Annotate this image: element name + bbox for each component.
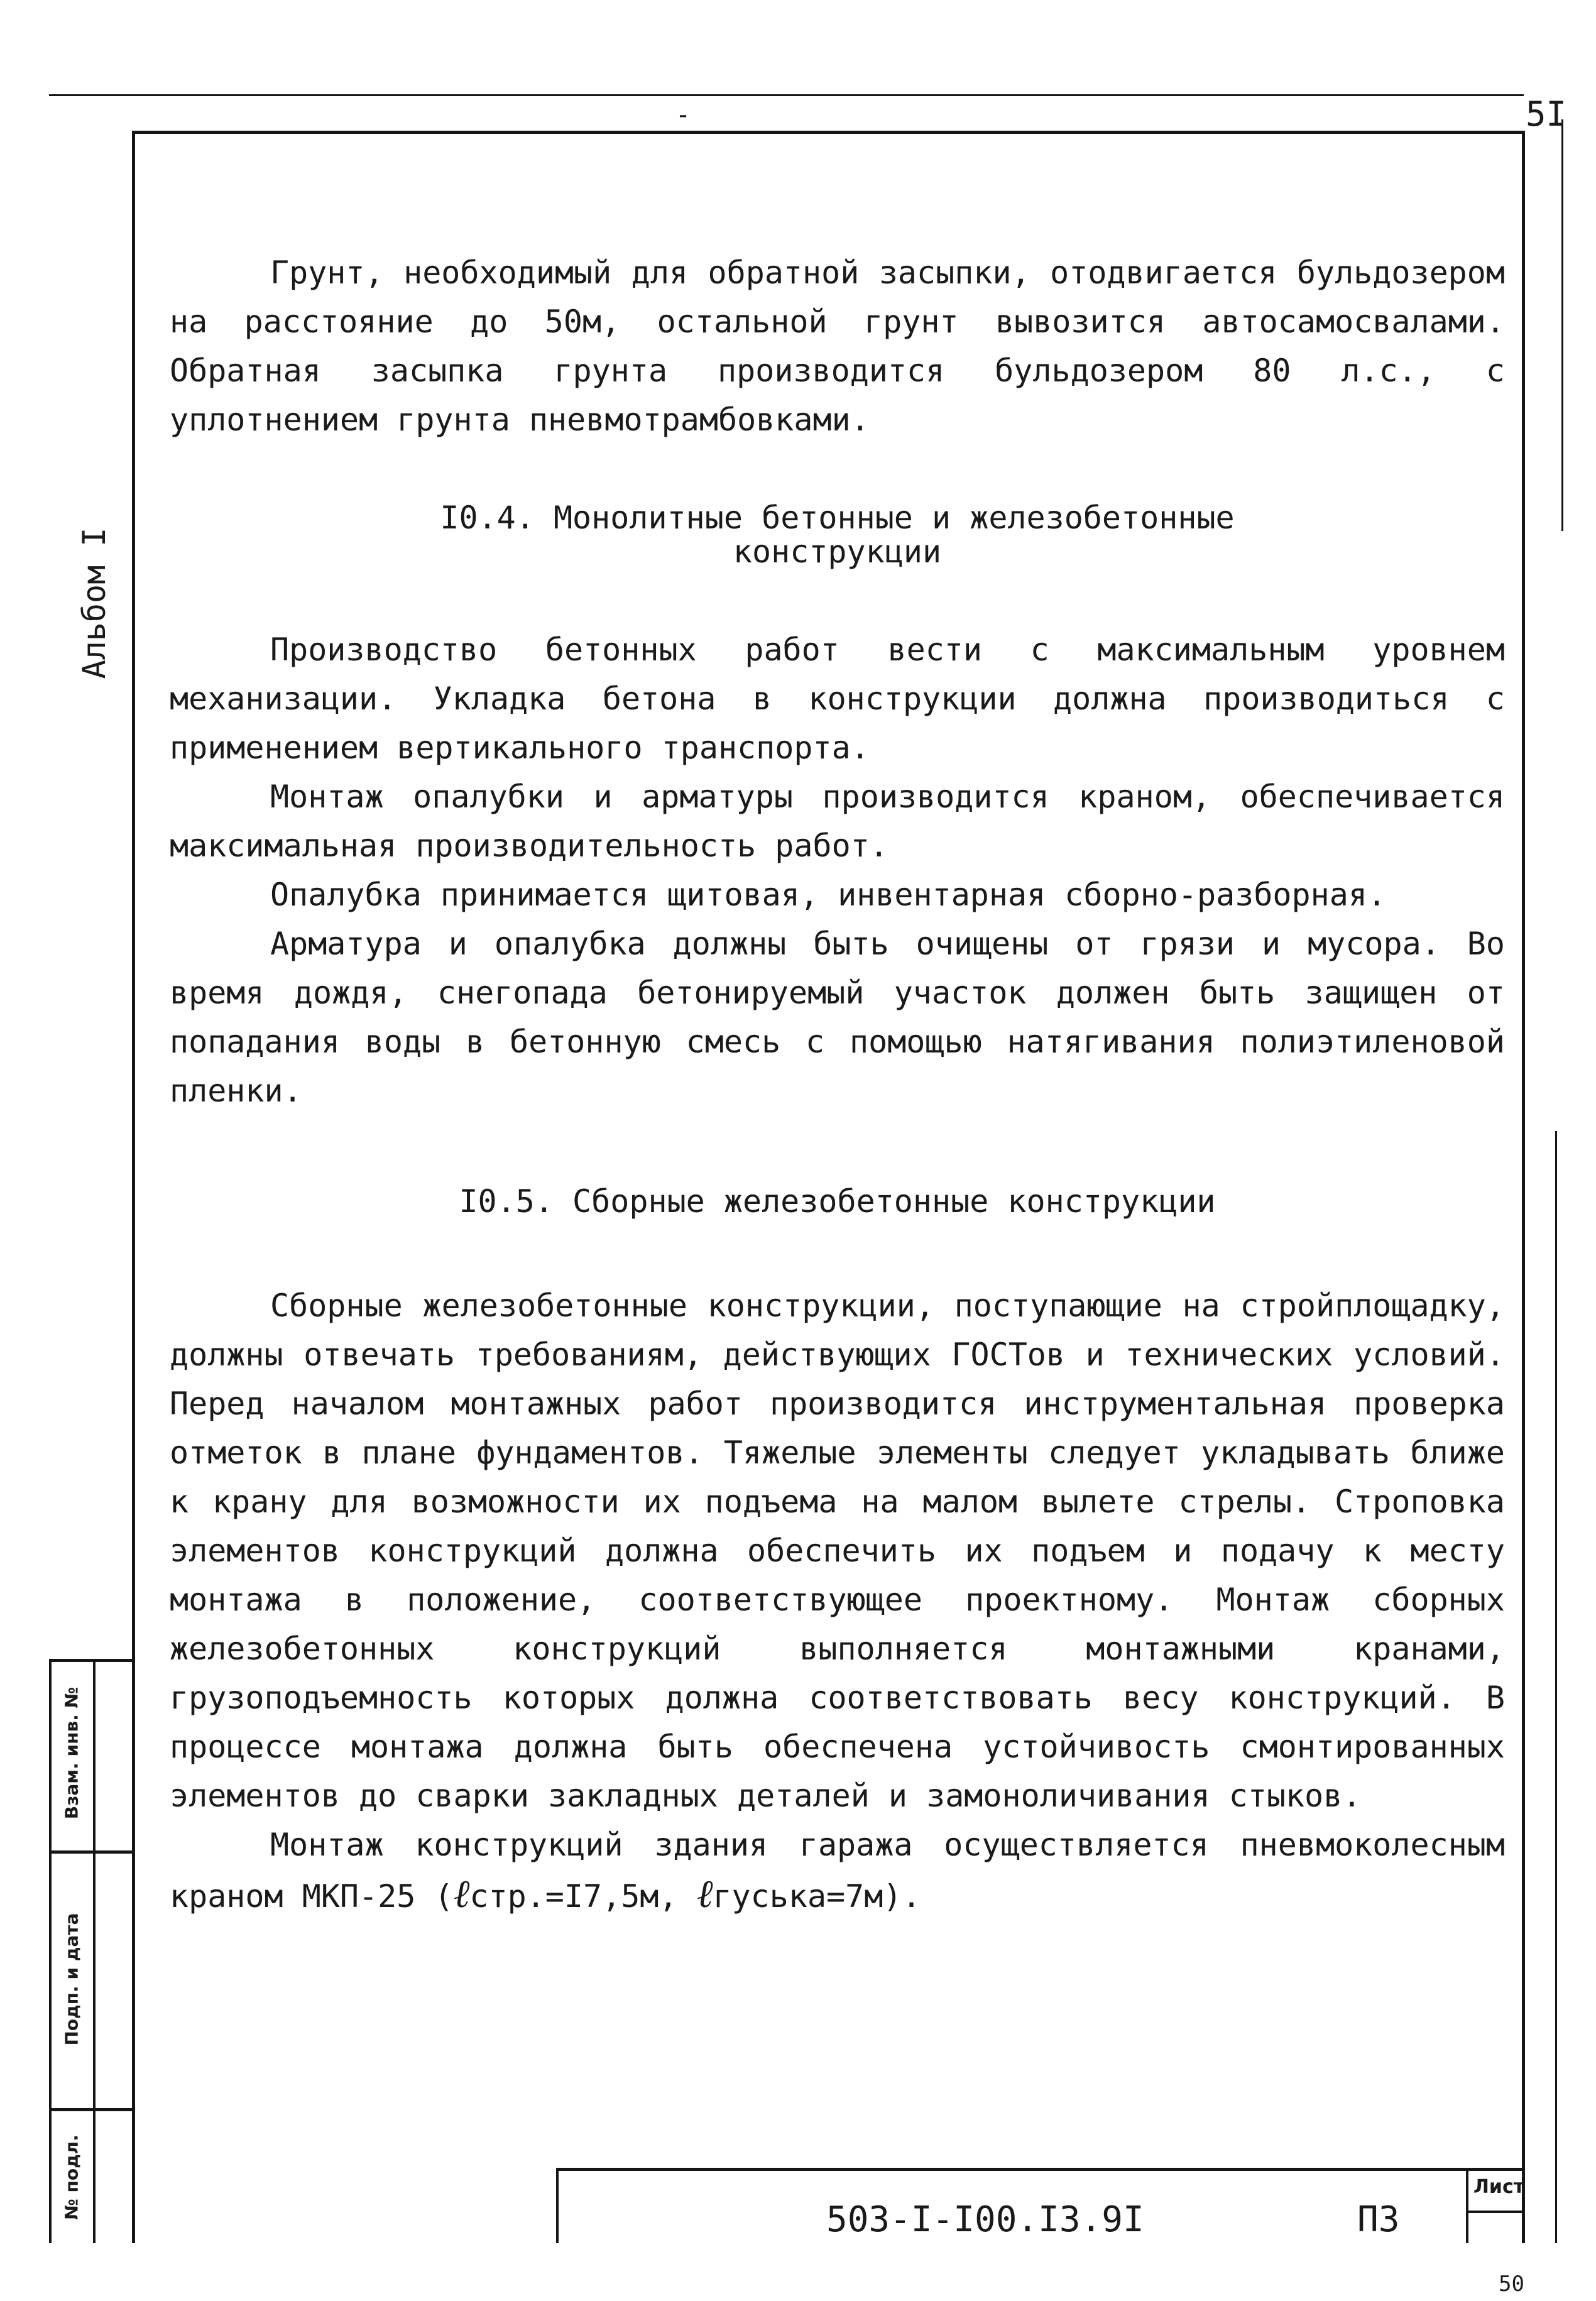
boom-length: стр.=I7,5м, xyxy=(469,1878,697,1915)
outer-right-line-lower xyxy=(1555,1131,1557,2243)
paragraph-crane xyxy=(170,1820,1505,1921)
title-block-top xyxy=(556,2168,1524,2171)
paragraph-precast-assembly: Сборные железобетонные конструкции, поступающие на стройплощадку, должны отвечать требованиям, действующих ГОСТов и технических условий. Перед началом монтажных работ производится инструментальная проверка отметок в плане фундаментов. Тяжелые элементы следует укладывать ближе к крану для возможности их подъема на малом вылете стрелы. Строповка элементов конструкций должна обеспечить их подъем и подачу к месту монтажа в положение, соответствующее проектному. Монтаж сборных железобетонных конструкций выполняется монтажными кранами, грузоподъемность которых должна соответствовать весу конструкций. В процессе монтажа должна быть обеспечена устойчивость смонтированных элементов до сварки закладных деталей и замоноличивания стыков. xyxy=(170,1287,1505,1814)
paragraph-formwork-type: Опалубка принимается щитовая, инвентарная сборно-разборная. xyxy=(270,877,1387,913)
frame-top xyxy=(132,131,1525,134)
document-type: ПЗ xyxy=(1357,2199,1400,2240)
stamp-divider-2 xyxy=(49,2108,132,2111)
stamp-column xyxy=(49,1659,132,2243)
stamp-inv-no: Взам. инв. № xyxy=(61,1686,82,1820)
page-number: 5I xyxy=(1526,94,1567,134)
crane-text: Монтаж конструкций здания гаража осуществляется пневмоколесным краном МКП-25 ( xyxy=(170,1827,1505,1915)
heading-10-4-line1: I0.4. Монолитные бетонные и железобетонные xyxy=(440,500,1235,536)
top-mark: - xyxy=(675,101,691,129)
document-code: 503-I-I00.I3.9I xyxy=(826,2199,1144,2240)
title-block-sheet-divider xyxy=(1466,2211,1524,2213)
title-block-left xyxy=(556,2168,559,2243)
jib-length: гуська=7м). xyxy=(713,1878,921,1915)
top-border-line xyxy=(49,94,1524,96)
stamp-inner-line xyxy=(93,1659,96,2243)
outer-right-line xyxy=(1561,119,1563,531)
stamp-sign-date: Подп. и дата xyxy=(61,1913,82,2046)
stamp-orig-no: № подл. xyxy=(61,2134,82,2220)
heading-10-4-line2: конструкции xyxy=(733,533,942,570)
album-label: Альбом I xyxy=(76,527,112,679)
paragraph-rain-protection: Арматура и опалубка должны быть очищены от грязи и мусора. Во время дождя, снегопада бетонируемый участок должен быть защищен от попадания воды в бетонную смесь с помощью натягивания полиэтиленовой пленки. xyxy=(170,926,1505,1109)
document-body xyxy=(170,248,1505,1921)
ell-symbol-jib: ℓ xyxy=(696,1871,713,1916)
section-heading-10-5: I0.5. Сборные железобетонные конструкции xyxy=(459,1183,1216,1220)
paragraph-concrete-works: Производство бетонных работ вести с максимальным уровнем механизации. Укладка бетона в конструкции должна производиться с применением вертикального транспорта. xyxy=(170,631,1505,766)
sheet-number: 50 xyxy=(1499,2271,1524,2297)
section-heading-10-4 xyxy=(170,501,1505,569)
sheet-label: Лист xyxy=(1473,2176,1525,2198)
paragraph-backfill: Грунт, необходимый для обратной засыпки, отодвигается бульдозером на расстояние до 50м, остальной грунт вывозится автосамосвалами. Обратная засыпка грунта производится бульдозером 80 л.с., с уплотнением грунта пневмотрамбовками. xyxy=(170,254,1505,438)
title-block-sheet-left xyxy=(1466,2168,1468,2243)
ell-symbol-boom: ℓ xyxy=(453,1871,470,1916)
frame-left xyxy=(132,131,135,2243)
stamp-outer-edge xyxy=(49,1659,52,2243)
stamp-top-line xyxy=(49,1659,132,1662)
frame-right xyxy=(1522,131,1525,2243)
paragraph-formwork-install: Монтаж опалубки и арматуры производится краном, обеспечивается максимальная производительность работ. xyxy=(170,779,1505,864)
stamp-divider-1 xyxy=(49,1850,132,1854)
